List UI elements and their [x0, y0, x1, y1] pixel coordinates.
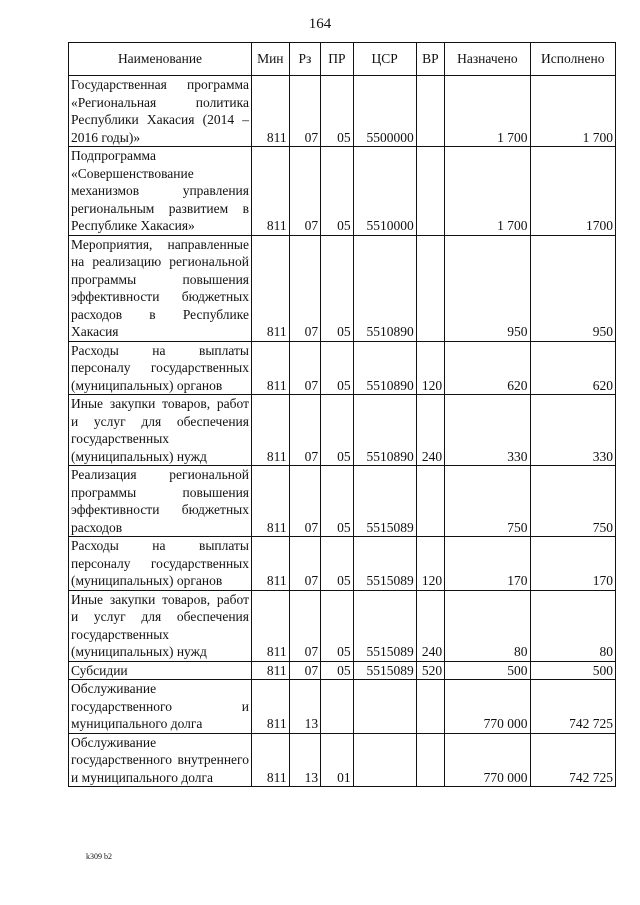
- header-csr: ЦСР: [353, 43, 416, 76]
- row-pr: 05: [321, 537, 354, 591]
- row-rz: 07: [289, 341, 321, 395]
- row-csr: 5515089: [353, 466, 416, 537]
- row-min: 811: [252, 341, 290, 395]
- row-assigned: 170: [445, 537, 530, 591]
- row-executed: 170: [530, 537, 615, 591]
- row-min: 811: [252, 395, 290, 466]
- row-vr: [416, 466, 444, 537]
- row-vr: [416, 147, 444, 236]
- row-pr: 05: [321, 590, 354, 661]
- header-vr: ВР: [416, 43, 444, 76]
- header-executed: Исполнено: [530, 43, 615, 76]
- row-rz: 07: [289, 661, 321, 680]
- table-row: [69, 733, 616, 787]
- row-csr: 5510890: [353, 235, 416, 341]
- row-executed: 1700: [530, 147, 615, 236]
- row-name: Государственная программа «Региональная политика Республики Хакасия (2014 – 2016 годы)»: [69, 76, 252, 147]
- table-row: [69, 661, 616, 680]
- header-name: Наименование: [69, 43, 252, 76]
- row-csr: [353, 733, 416, 787]
- row-name: Подпрограмма «Совершенствование механизмов управления региональным развитием в Республике Хакасия»: [69, 147, 252, 236]
- row-vr: [416, 680, 444, 734]
- row-assigned: 1 700: [445, 147, 530, 236]
- row-pr: 01: [321, 733, 354, 787]
- row-name: Обслуживание государственного внутреннего и муниципального долга: [69, 733, 252, 787]
- row-assigned: 620: [445, 341, 530, 395]
- row-min: 811: [252, 733, 290, 787]
- row-min: 811: [252, 76, 290, 147]
- row-vr: 120: [416, 537, 444, 591]
- row-vr: [416, 733, 444, 787]
- row-pr: 05: [321, 395, 354, 466]
- table-row: [69, 235, 616, 341]
- row-executed: 620: [530, 341, 615, 395]
- row-name: Расходы на выплаты персоналу государственных (муниципальных) органов: [69, 537, 252, 591]
- row-vr: 240: [416, 590, 444, 661]
- row-min: 811: [252, 147, 290, 236]
- table-row: [69, 590, 616, 661]
- row-csr: [353, 680, 416, 734]
- table-row: [69, 341, 616, 395]
- row-executed: 330: [530, 395, 615, 466]
- row-name: Иные закупки товаров, работ и услуг для обеспечения государственных (муниципальных) нужд: [69, 395, 252, 466]
- row-assigned: 500: [445, 661, 530, 680]
- table-row: [69, 537, 616, 591]
- row-assigned: 770 000: [445, 680, 530, 734]
- row-min: 811: [252, 537, 290, 591]
- row-csr: 5515089: [353, 590, 416, 661]
- row-assigned: 950: [445, 235, 530, 341]
- row-rz: 07: [289, 76, 321, 147]
- row-assigned: 770 000: [445, 733, 530, 787]
- row-csr: 5510890: [353, 341, 416, 395]
- row-min: 811: [252, 590, 290, 661]
- row-vr: 520: [416, 661, 444, 680]
- row-name: Иные закупки товаров, работ и услуг для обеспечения государственных (муниципальных) нужд: [69, 590, 252, 661]
- row-vr: [416, 76, 444, 147]
- row-name: Мероприятия, направленные на реализацию региональной программы повышения эффективности бюджетных расходов в Республике Хакасия: [69, 235, 252, 341]
- row-csr: 5510890: [353, 395, 416, 466]
- table-row: [69, 395, 616, 466]
- row-rz: 07: [289, 147, 321, 236]
- table-row: [69, 76, 616, 147]
- row-assigned: 80: [445, 590, 530, 661]
- row-assigned: 1 700: [445, 76, 530, 147]
- row-executed: 1 700: [530, 76, 615, 147]
- row-assigned: 330: [445, 395, 530, 466]
- row-executed: 750: [530, 466, 615, 537]
- row-rz: 07: [289, 395, 321, 466]
- row-csr: 5500000: [353, 76, 416, 147]
- row-executed: 500: [530, 661, 615, 680]
- header-rz: Рз: [289, 43, 321, 76]
- row-name: Расходы на выплаты персоналу государственных (муниципальных) органов: [69, 341, 252, 395]
- row-rz: 13: [289, 680, 321, 734]
- row-vr: 240: [416, 395, 444, 466]
- row-executed: 742 725: [530, 733, 615, 787]
- header-min: Мин: [252, 43, 290, 76]
- row-pr: 05: [321, 341, 354, 395]
- row-pr: 05: [321, 235, 354, 341]
- row-min: 811: [252, 661, 290, 680]
- row-pr: 05: [321, 147, 354, 236]
- row-executed: 950: [530, 235, 615, 341]
- row-rz: 07: [289, 537, 321, 591]
- row-rz: 07: [289, 590, 321, 661]
- table-row: [69, 680, 616, 734]
- row-csr: 5515089: [353, 537, 416, 591]
- row-rz: 07: [289, 466, 321, 537]
- row-pr: 05: [321, 661, 354, 680]
- row-vr: [416, 235, 444, 341]
- row-executed: 80: [530, 590, 615, 661]
- table-header-row: [69, 43, 616, 76]
- row-pr: [321, 680, 354, 734]
- row-min: 811: [252, 680, 290, 734]
- row-min: 811: [252, 235, 290, 341]
- footer-code: k309 b2: [86, 852, 112, 861]
- page-number: 164: [308, 16, 332, 32]
- row-rz: 13: [289, 733, 321, 787]
- row-name: Субсидии: [69, 661, 252, 680]
- header-assigned: Назначено: [445, 43, 530, 76]
- row-assigned: 750: [445, 466, 530, 537]
- row-pr: 05: [321, 466, 354, 537]
- row-csr: 5510000: [353, 147, 416, 236]
- row-name: Реализация региональной программы повышения эффективности бюджетных расходов: [69, 466, 252, 537]
- row-min: 811: [252, 466, 290, 537]
- table-row: [69, 147, 616, 236]
- row-rz: 07: [289, 235, 321, 341]
- row-csr: 5515089: [353, 661, 416, 680]
- row-vr: 120: [416, 341, 444, 395]
- budget-table: [68, 42, 616, 787]
- row-executed: 742 725: [530, 680, 615, 734]
- row-pr: 05: [321, 76, 354, 147]
- header-pr: ПР: [321, 43, 354, 76]
- row-name: Обслуживание государственного и муниципального долга: [69, 680, 252, 734]
- table-row: [69, 466, 616, 537]
